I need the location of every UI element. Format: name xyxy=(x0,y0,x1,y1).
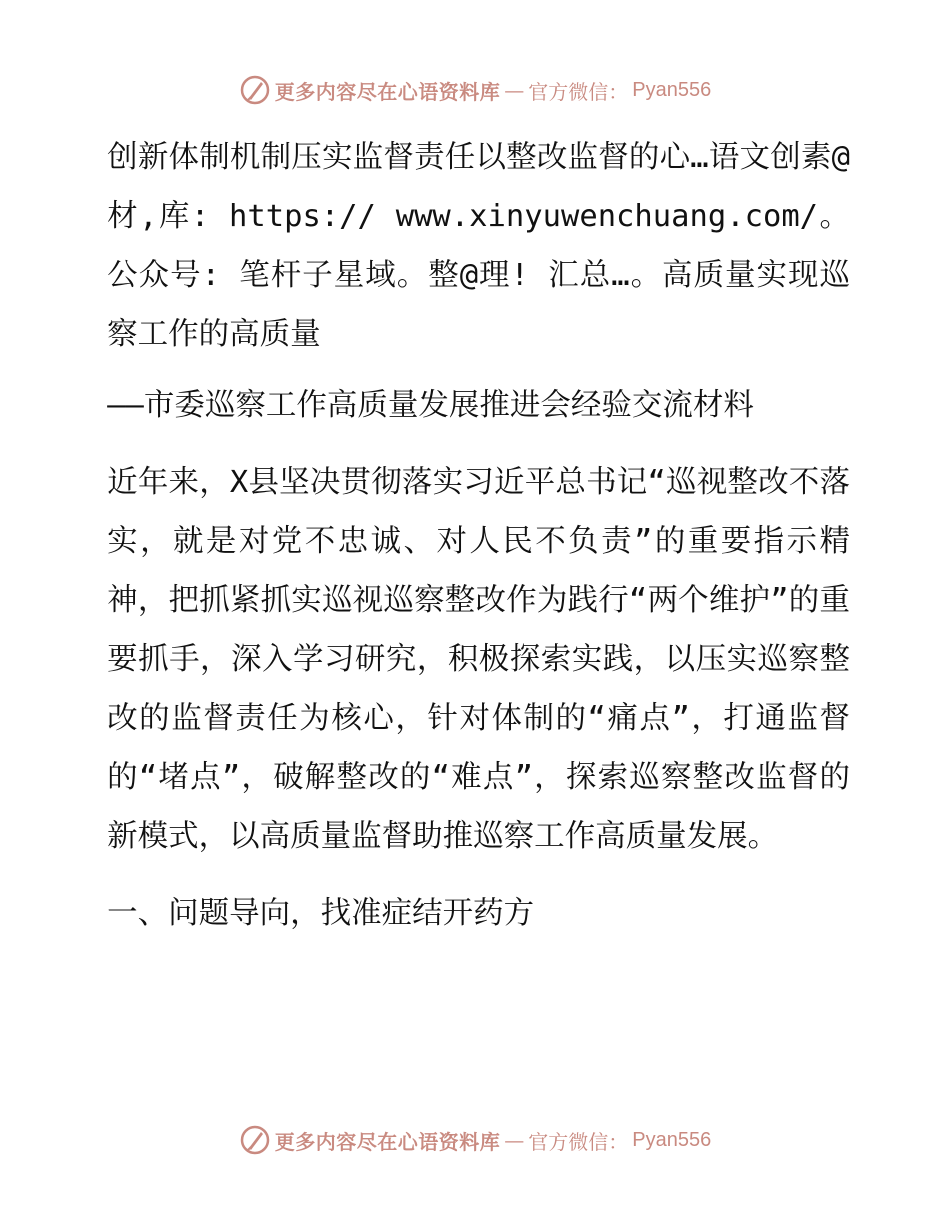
watermark-brand: 更多内容尽在心语资料库 xyxy=(274,79,501,104)
watermark-footer xyxy=(0,1120,950,1160)
watermark-label: 官方微信： xyxy=(528,79,629,104)
watermark-wechat-id: Pyan556 xyxy=(632,1128,712,1151)
watermark-label: 官方微信： xyxy=(528,1129,629,1154)
quill-circle-icon xyxy=(239,1124,271,1156)
document-title: 创新体制机制压实监督责任以整改监督的心…语文创素@材,库: https:// www.xinyuwenchuang.com/。公众号: 笔杆子星域。整@理! 汇总…。高质量实现巡察工作的高质量 xyxy=(107,140,850,352)
watermark-separator: — xyxy=(504,78,525,102)
watermark-separator: — xyxy=(504,1128,525,1152)
document-body xyxy=(98,128,850,943)
intro-paragraph: 近年来，X县坚决贯彻落实习近平总书记“巡视整改不落实，就是对党不忠诚、对人民不负责”的重要指示精神，把抓紧抓实巡视巡察整改作为践行“两个维护”的重要抓手，深入学习研究，积极探索实践，以压实巡察整改的监督责任为核心，针对体制的“痛点”，打通监督的“堵点”，破解整改的“难点”，探索巡察整改监督的新模式，以高质量监督助推巡察工作高质量发展。 xyxy=(107,465,850,854)
watermark-wechat-id: Pyan556 xyxy=(632,78,712,101)
watermark-header xyxy=(0,70,950,110)
watermark-brand: 更多内容尽在心语资料库 xyxy=(274,1129,501,1154)
document-subtitle: ——市委巡察工作高质量发展推进会经验交流材料 xyxy=(107,388,754,423)
quill-circle-icon xyxy=(239,74,271,106)
section-heading: 一、问题导向，找准症结开药方 xyxy=(107,896,535,931)
